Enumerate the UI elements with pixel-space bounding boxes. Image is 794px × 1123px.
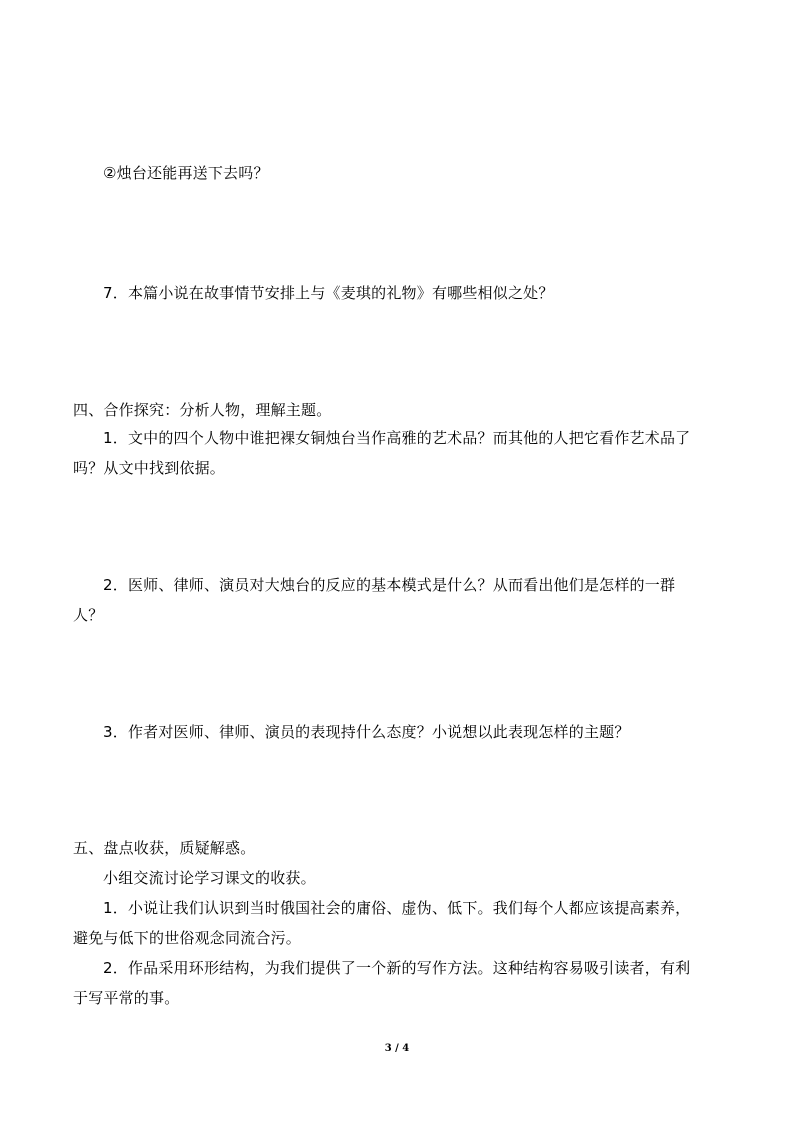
question-7: 7．本篇小说在故事情节安排上与《麦琪的礼物》有哪些相似之处？	[103, 284, 554, 302]
section-4-question-2-line-1: 2．医师、律师、演员对大烛台的反应的基本模式是什么？从而看出他们是怎样的一群	[103, 576, 676, 594]
question-6-sub2: ②烛台还能再送下去吗？	[103, 164, 269, 182]
section-4-question-3: 3．作者对医师、律师、演员的表现持什么态度？小说想以此表现怎样的主题？	[103, 723, 630, 741]
page-number: 3 / 4	[384, 1043, 410, 1054]
section-5-item-2-line-1: 2．作品采用环形结构，为我们提供了一个新的写作方法。这种结构容易吸引读者，有利	[103, 959, 691, 977]
section-4-question-1-line-1: 1．文中的四个人物中谁把裸女铜烛台当作高雅的艺术品？而其他的人把它看作艺术品了	[103, 429, 691, 447]
section-5-heading: 五、盘点收获，质疑解惑。	[73, 839, 256, 857]
section-5-intro: 小组交流讨论学习课文的收获。	[103, 869, 316, 887]
section-4-question-2-line-2: 人？	[73, 606, 104, 624]
section-5-item-2-line-2: 于写平常的事。	[73, 989, 180, 1007]
section-5-item-1-line-2: 避免与低下的世俗观念同流合污。	[73, 929, 302, 947]
section-5-item-1-line-1: 1．小说让我们认识到当时俄国社会的庸俗、虚伪、低下。我们每个人都应该提高素养，	[103, 899, 691, 917]
section-4-heading: 四、合作探究：分析人物，理解主题。	[73, 401, 332, 419]
section-4-question-1-line-2: 吗？从文中找到依据。	[73, 459, 226, 477]
